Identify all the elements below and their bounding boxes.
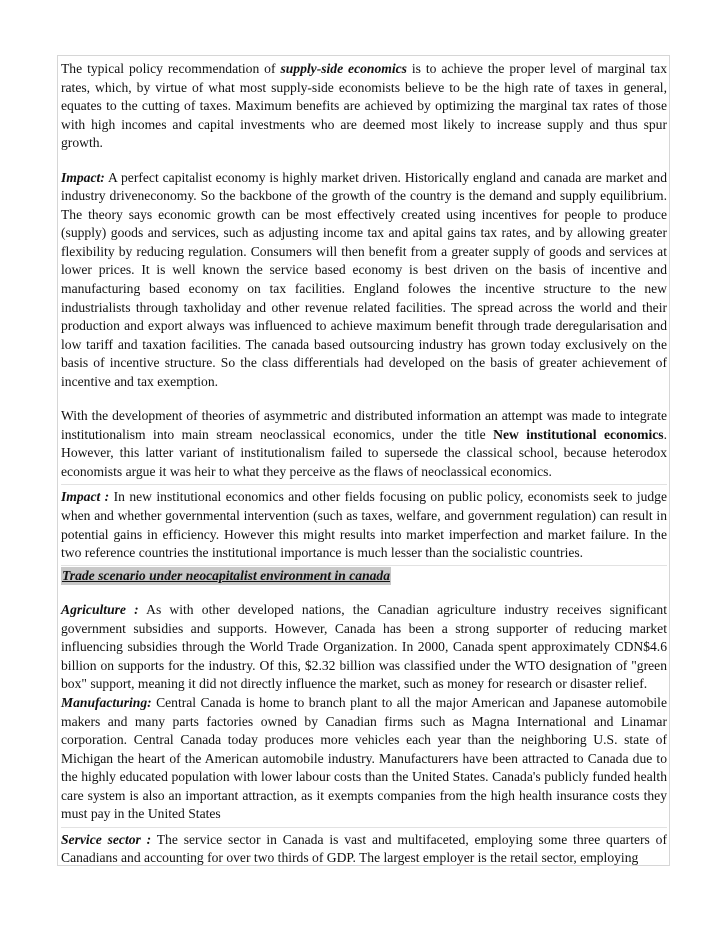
document-body (61, 60, 667, 868)
para2-before: With the development of theories of asymmetric and distributed information an attempt was made to integrate institutionalism into main stream neoclassical economics, under the title (61, 408, 667, 442)
impact-label-2: Impact : (61, 489, 110, 505)
manufacturing-label: Manufacturing: (61, 694, 152, 710)
para1-after: is to achieve the proper level of marginal tax rates, which, by virtue of what most supply-side economists believe to be the high rate of taxes in general, equates to the cutting of taxes. Maximum benefits are achieved by optimizing the marginal tax rates of those with high incomes and capital investments who are deemed most likely to increase supply and thus spur growth. (61, 61, 667, 151)
agriculture-text: As with other developed nations, the Canadian agriculture industry receives significant government subsidies and supports. However, Canada has been a strong supporter of reducing market influencing subsidies through the World Trade Organization. In 2000, Canada spent approximately CDN$4.6 billion on supports for the industry. Of this, $2.32 billion was classified under the WTO designation of "green box" support, meaning it did not directly influence the market, such as money for research or disaster relief. (61, 602, 668, 692)
institutional-paragraph (61, 407, 667, 481)
impact-text-1: A perfect capitalist economy is highly market driven. Historically england and canada are market and industry driveneconomy. So the backbone of the growth of the country is the demand and supply equilibrium. The theory says economic growth can be most effectively created using incentives for people to produce (supply) goods and services, such as adjusting income tax and apital gains tax rates, and by allowing greater flexibility by reducing regulation. Consumers will then benefit from a greater supply of goods and services at lower prices. It is well known the service based economy is best driven on the basis of incentive and manufacturing based economy on tax facilities. England folowes the incentive structure to the new industrialists through taxholiday and other revenue related facilities. The spread across the world and their production and export always was influenced to achieve maximum benefit through trade deregularisation and low tariff and taxation facilities. The canada based outsourcing industry has grown today exclusively on the basis of incentive structure. So the class differentials had developed on the basis of greater achievement of incentive and tax exemption. (61, 169, 667, 389)
impact-label-1: Impact: (61, 169, 105, 185)
supply-side-paragraph (61, 60, 667, 153)
section-heading: Trade scenario under neocapitalist environment in canada (61, 567, 391, 586)
manufacturing-text: Central Canada is home to branch plant to all the major American and Japanese automobile makers and many parts factories owned by Canadian firms such as Magna International and Linamar corporation. Central Canada today produces more vehicles each year than the neighboring U.S. state of Michigan the heart of the American automobile industry. Manufacturers have been attracted to Canada due to the highly educated population with lower labour costs than the United States. Canada's publicly funded health care system is also an important attraction, as it exempts companies from the high health insurance costs they must pay in the United States (61, 694, 667, 822)
impact-paragraph-1 (61, 169, 667, 392)
service-text: The service sector in Canada is vast and multifaceted, employing some three quarters of Canadians and accounting for over two thirds of GDP. The largest employer is the retail sector, employing (61, 831, 667, 866)
service-paragraph (61, 827, 667, 868)
para1-before: The typical policy recommendation of (61, 61, 281, 76)
new-institutional-term: New institutional economics (493, 426, 664, 442)
agriculture-label: Agriculture : (61, 602, 139, 618)
agriculture-paragraph (61, 601, 667, 694)
impact-text-2: In new institutional economics and other fields focusing on public policy, economists seek to judge when and whether governmental intervention (such as taxes, welfare, and government regulation) can result in potential gains in efficiency. However this might results into market imperfection and market failure. In the two reference countries the institutional importance is much lesser than the socialistic countries. (61, 489, 667, 561)
impact-paragraph-2 (61, 484, 667, 562)
manufacturing-paragraph (61, 694, 667, 824)
supply-side-term: supply-side economics (280, 61, 407, 76)
section-heading-row (61, 565, 667, 586)
para2-after: . However, this latter variant of institutionalism failed to supersede the classical school, because heterodox economists argue it was heir to what they perceive as the flaws of neoclassical economics. (61, 426, 667, 479)
service-label: Service sector : (61, 831, 152, 847)
